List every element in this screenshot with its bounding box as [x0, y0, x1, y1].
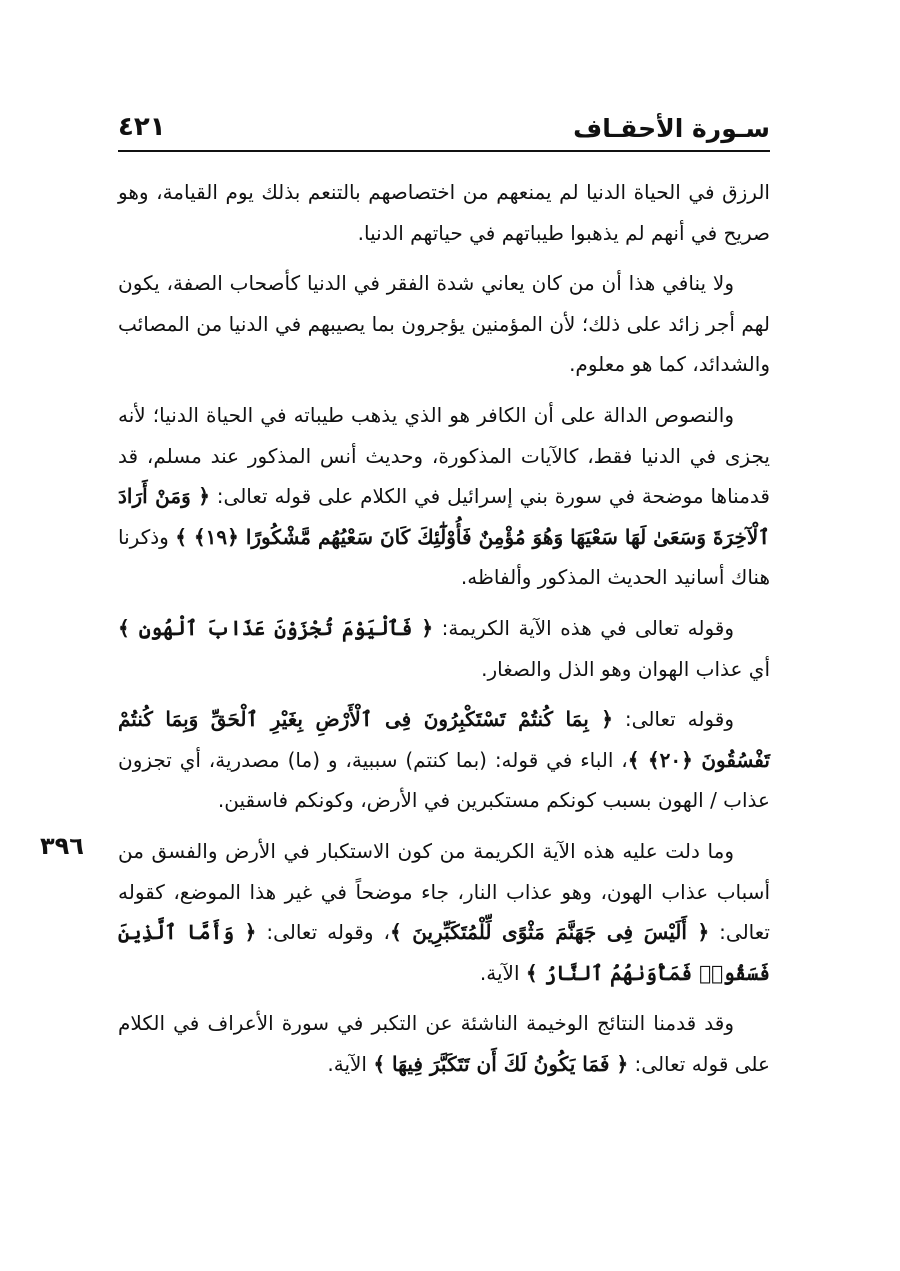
paragraph: [118, 831, 770, 993]
paragraph-text: وذكرنا هناك أسانيد الحديث المذكور وألفاظه.: [118, 524, 770, 590]
paragraph-text: وما دلت عليه هذه الآية الكريمة من كون الاستكبار في الأرض والفسق من أسباب عذاب الهون، وهو عذاب النار، جاء موضحاً في غير هذا الموضع، كقوله تعالى:: [118, 838, 770, 945]
quran-verse: ﴿ أَلَيْسَ فِى جَهَنَّمَ مَثْوًى لِّلْمُتَكَبِّرِينَ ﴾: [389, 920, 710, 945]
quran-verse: ﴿ فَمَا يَكُونُ لَكَ أَن تَتَكَبَّرَ فِيهَا ﴾: [373, 1051, 629, 1076]
paragraph-text: أي عذاب الهوان وهو الذل والصغار.: [481, 656, 770, 681]
paragraph-text: ، الباء في قوله: (بما كنتم) سببية، و (ما) مصدرية، أي تجزون عذاب / الهون بسبب كونكم مستكبرين في الأرض، وكونكم فاسقين.: [118, 747, 770, 813]
margin-page-reference: ٣٩٦: [40, 832, 84, 860]
paragraph: [118, 699, 770, 821]
paragraph-text: وقد قدمنا النتائج الوخيمة الناشئة عن التكبر في سورة الأعراف في الكلام على قوله تعالى:: [118, 1011, 770, 1076]
paragraph-text: وقوله تعالى:: [613, 707, 734, 732]
paragraph-text: الآية.: [479, 960, 526, 985]
paragraph: [118, 608, 770, 689]
page-header: [118, 108, 770, 150]
paragraph-text: وقوله تعالى في هذه الآية الكريمة:: [433, 615, 734, 640]
quran-verse: ﴿ بِمَا كُنتُمْ تَسْتَكْبِرُونَ فِى ٱلْأَرْضِ بِغَيْرِ ٱلْحَقِّ وَبِمَا كُنتُمْ تَفْسُقُونَ ﴿٢٠﴾ ﴾: [118, 707, 770, 772]
running-title: سـورة الأحقـاف: [573, 114, 770, 143]
quran-verse: ﴿ وَأَمَّا ٱلَّذِينَ فَسَقُوا۟ فَمَأْوَىٰهُمُ ٱلنَّارُ ﴾: [118, 920, 770, 985]
paragraph: [118, 263, 770, 385]
quran-verse: ﴿ فَٱلْيَوْمَ تُجْزَوْنَ عَذَابَ ٱلْهُونِ ﴾: [118, 615, 434, 640]
paragraph-text: ولا ينافي هذا أن من كان يعاني شدة الفقر في الدنيا كأصحاب الصفة، يكون لهم أجر زائد على ذلك؛ لأن المؤمنين يؤجرون بما يصيبهم في الدنيا من المصائب والشدائد، كما هو معلوم.: [118, 271, 770, 377]
quran-verse: ﴿ وَمَنْ أَرَادَ ٱلْآخِرَةَ وَسَعَىٰ لَهَا سَعْيَهَا وَهُوَ مُؤْمِنٌ فَأُوْلَٰٓئِكَ كَانَ سَعْيُهُم مَّشْكُورًا ﴿١٩﴾ ﴾: [118, 484, 771, 549]
paragraph-text: الرزق في الحياة الدنيا لم يمنعهم من اختصاصهم بالتنعم بذلك يوم القيامة، وهو صريح في أنهم لم يذهبوا طيباتهم في حياتهم الدنيا.: [118, 180, 770, 245]
paragraph-text: ، وقوله تعالى:: [256, 920, 390, 945]
page-number: ٤٢١: [118, 112, 166, 142]
paragraph-text: والنصوص الدالة على أن الكافر هو الذي يذهب طيباته في الحياة الدنيا؛ لأنه يجزى في الدنيا فقط، كالآيات المذكورة، وحديث أنس المذكور عند مسلم، قد قدمناها موضحة في سورة بني إسرائيل في الكلام على قوله تعالى:: [118, 402, 770, 509]
header-rule: [118, 150, 770, 152]
body-text: [118, 172, 770, 1094]
paragraph-text: الآية.: [327, 1051, 374, 1076]
paragraph: [118, 395, 770, 598]
paragraph: [118, 172, 770, 253]
paragraph: [118, 1003, 770, 1084]
